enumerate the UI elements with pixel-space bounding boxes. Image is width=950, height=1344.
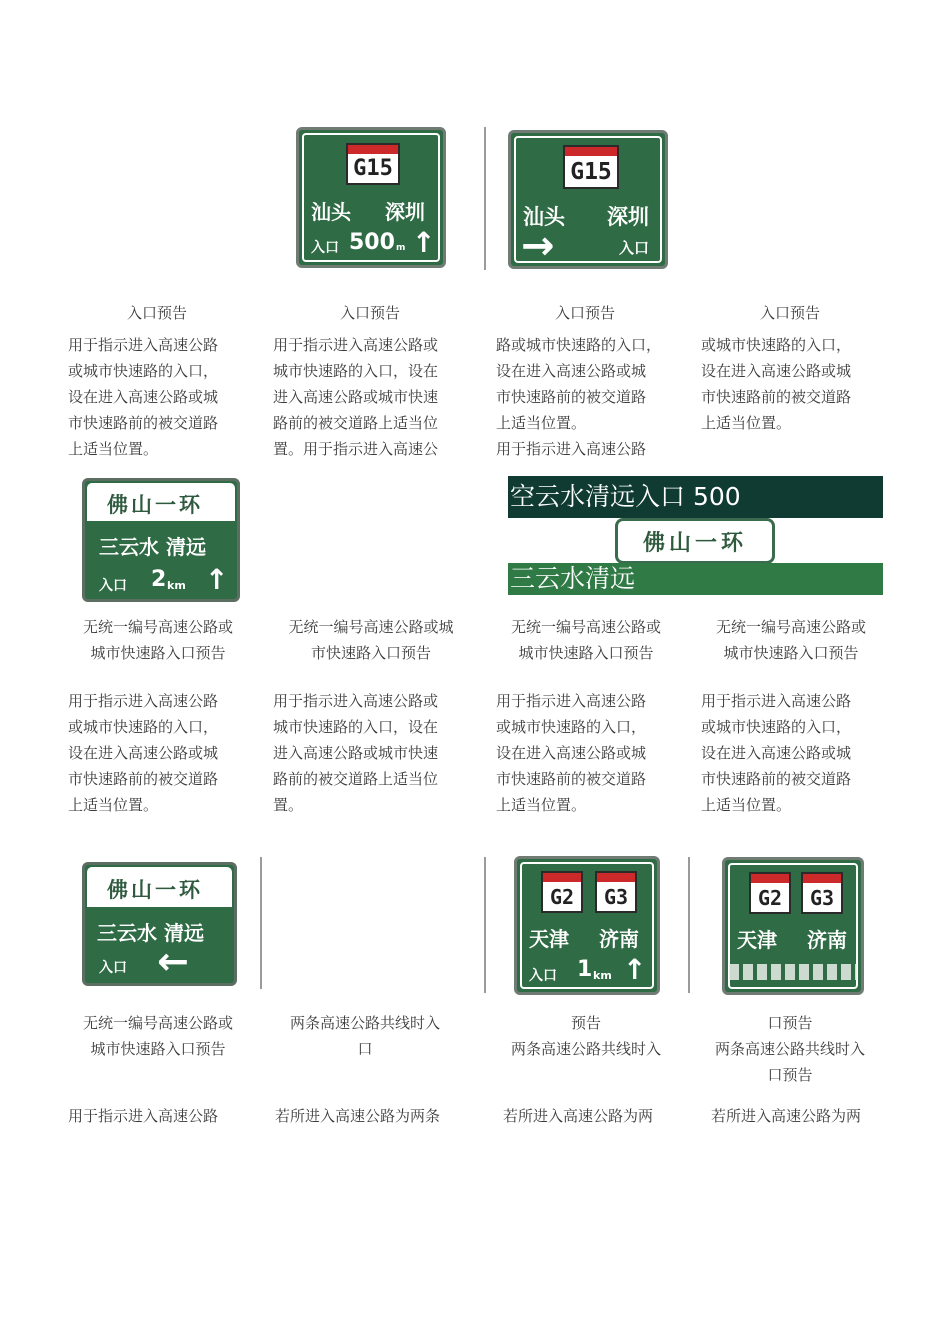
city-left: 汕头 (523, 205, 565, 229)
caption: 无统一编号高速公路或 城市快速路入口预告 (715, 618, 866, 662)
entry-label: 入口 (529, 968, 557, 984)
city-left: 天津 (529, 927, 569, 951)
caption: 预告 两条高速公路共线时入 (510, 1014, 661, 1058)
description: 路或城市快速路的入口， 设在进入高速公路或城 市快速路前的被交道路 上适当位置。 用于指示进入高速公路 (496, 336, 662, 458)
description: 若所进入高速公路为两 (503, 1107, 654, 1125)
description: 用于指示进入高速公路 (68, 1107, 219, 1125)
distance-unit: m (396, 243, 406, 253)
caption: 无统一编号高速公路或 城市快速路入口预告 (510, 618, 661, 662)
caption: 口预告 两条高速公路共线时入 口预告 (714, 1014, 865, 1084)
destination: 三云水 清远 (99, 535, 206, 559)
divider (484, 127, 486, 270)
entry-label: 入口 (99, 578, 127, 594)
description: 用于指示进入高速公路或 城市快速路的入口，设在 进入高速公路或城市快速 路前的被交道路上适当位 置。 (273, 692, 439, 814)
caption: 入口预告 (126, 304, 187, 322)
sign-g2-g3-entry-1km (514, 856, 660, 995)
caption: 无统一编号高速公路或 城市快速路入口预告 (82, 1014, 233, 1058)
arrow-up-icon: ↑ (412, 226, 436, 259)
city-right: 济南 (807, 928, 847, 952)
route-shield-g3: G3 (801, 872, 843, 914)
distance-unit: km (167, 579, 186, 592)
caption: 无统一编号高速公路或城 市快速路入口预告 (288, 618, 454, 662)
route-shield: G15 (563, 145, 619, 189)
divider (260, 857, 262, 989)
arrow-right-icon: → (521, 223, 555, 269)
distance: 500 (349, 230, 395, 255)
ring-road-label: 佛山一环 (642, 531, 747, 556)
distance: 1 (577, 957, 593, 982)
sign-g15-entry-right (508, 130, 668, 269)
city-right: 深圳 (385, 200, 425, 224)
divider (688, 857, 690, 993)
obscured-strip (729, 964, 857, 980)
caption: 入口预告 (554, 304, 615, 322)
route-shield-g2: G2 (749, 872, 791, 914)
caption: 无统一编号高速公路或 城市快速路入口预告 (82, 618, 233, 662)
description: 用于指示进入高速公路或 城市快速路的入口，设在 进入高速公路或城市快速 路前的被交道路上适当位 置。用于指示进入高速公 (273, 336, 439, 458)
description: 用于指示进入高速公路 或城市快速路的入口， 设在进入高速公路或城 市快速路前的被交道路 上适当位置。 (496, 692, 647, 814)
caption: 两条高速公路共线时入 口 (289, 1014, 440, 1058)
ring-road-label: 佛山一环 (107, 493, 203, 517)
description: 用于指示进入高速公路 或城市快速路的入口， 设在进入高速公路或城 市快速路前的被交道路 上适当位置。 (68, 336, 219, 458)
sign-foshan-ring-2km (82, 478, 240, 602)
city-left: 汕头 (311, 200, 351, 224)
city-left: 天津 (737, 928, 777, 952)
route-shield-g2: G2 (541, 871, 583, 913)
destination: 三云水 清远 (97, 921, 204, 945)
caption: 入口预告 (339, 304, 400, 322)
entry-label: 入口 (619, 239, 650, 257)
description: 若所进入高速公路为两 (711, 1107, 862, 1125)
banner-dark-text: 空云水清远入口 500 (508, 476, 883, 518)
description: 若所进入高速公路为两条 (275, 1107, 441, 1125)
arrow-left-icon: ← (157, 939, 189, 983)
arrow-up-icon: ↑ (623, 953, 647, 986)
sign-g2-g3-obscured (722, 857, 864, 995)
city-right: 深圳 (607, 205, 649, 229)
entry-label: 入口 (99, 960, 127, 976)
route-shield-g3: G3 (595, 871, 637, 913)
caption: 入口预告 (759, 304, 820, 322)
distance: 2 (151, 567, 167, 592)
ring-road-label: 佛山一环 (107, 878, 203, 902)
sign-foshan-ring-left (82, 862, 237, 986)
entry-label: 入口 (311, 240, 339, 256)
route-shield: G15 (346, 143, 400, 185)
divider (484, 857, 486, 993)
distance-unit: km (593, 969, 612, 982)
description: 用于指示进入高速公路 或城市快速路的入口， 设在进入高速公路或城 市快速路前的被交道路 上适当位置。 (68, 692, 219, 814)
city-right: 济南 (599, 927, 639, 951)
banner-green-text: 三云水清远 (508, 563, 883, 595)
description: 或城市快速路的入口， 设在进入高速公路或城 市快速路前的被交道路 上适当位置。 (701, 336, 852, 432)
sign-g15-entry-500m (296, 127, 446, 268)
arrow-up-icon: ↑ (205, 563, 229, 596)
description: 用于指示进入高速公路 或城市快速路的入口， 设在进入高速公路或城 市快速路前的被交道路 上适当位置。 (701, 692, 852, 814)
